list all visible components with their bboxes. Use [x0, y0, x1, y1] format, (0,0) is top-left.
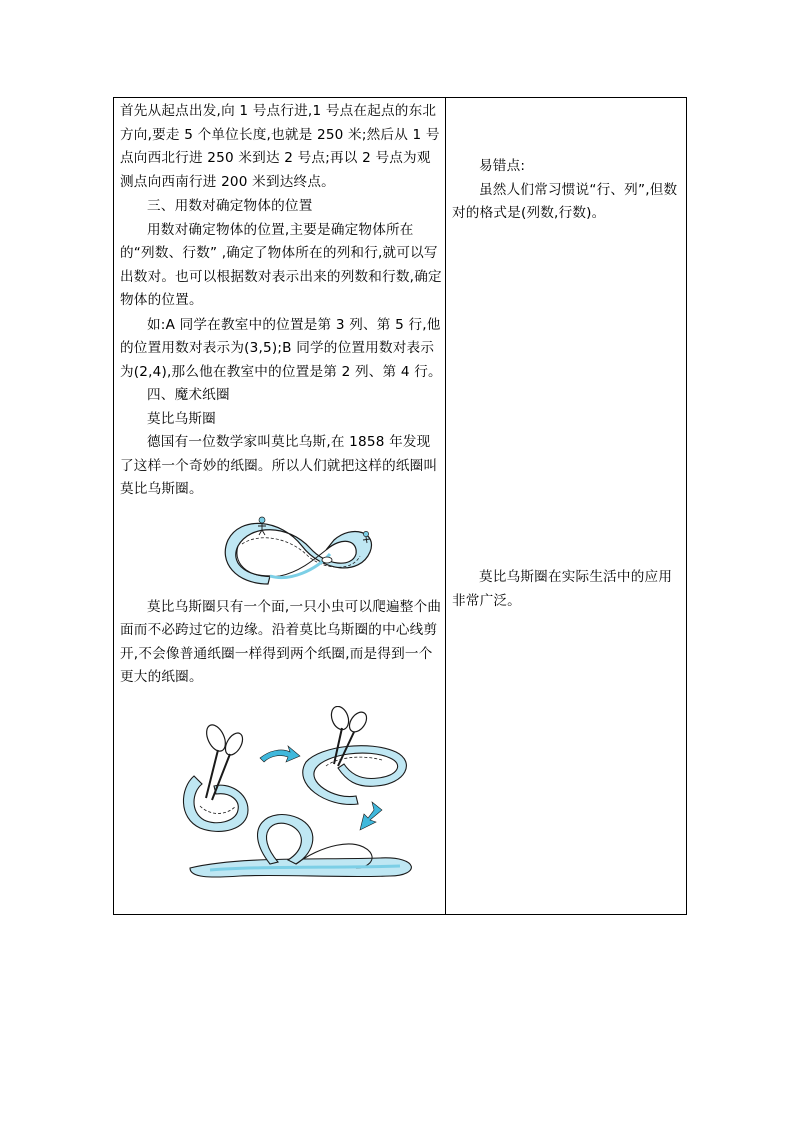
mobius-cutting-figure	[120, 706, 442, 886]
mobius-strip-illustration	[120, 510, 442, 592]
mobius-application-note: 莫比乌斯圈在实际生活中的应用非常广泛。	[452, 569, 673, 609]
error-point-note: 虽然人们常习惯说“行、列”,但数对的格式是(列数,行数)。	[452, 181, 678, 221]
paragraph-number-pair: 用数对确定物体的位置,主要是确定物体所在的“列数、行数” ,确定了物体所在的列和行,就可以写出数对。也可以根据数对表示出来的列数和行数,确定物体的位置。	[120, 221, 442, 308]
content-table	[113, 97, 687, 915]
paragraph-example: 如:A 同学在教室中的位置是第 3 列、第 5 行,他的位置用数对表示为(3,5);B 同学的位置用数对表示为(2,4),那么他在教室中的位置是第 2 列、第 4 行。	[120, 316, 442, 380]
error-point-label: 易错点:	[479, 158, 526, 174]
paragraph-route: 首先从起点出发,向 1 号点行进,1 号点在起点的东北方向,要走 5 个单位长度,也就是 250 米;然后从 1 号点向西北行进 250 米到达 2 号点;再以 2 号点为观测点向西南行进 200 米到达终点。	[120, 103, 440, 190]
column-divider	[445, 98, 446, 914]
application-note-block	[452, 566, 684, 613]
mobius-cutting-illustration	[120, 706, 442, 886]
mobius-strip-figure	[120, 510, 442, 592]
section-heading-4: 四、魔术纸圈	[147, 387, 230, 403]
subheading-mobius: 莫比乌斯圈	[147, 410, 216, 427]
paragraph-mobius-property: 莫比乌斯圈只有一个面,一只小虫可以爬遍整个曲面而不必跨过它的边缘。沿着莫比乌斯圈的中心线剪开,不会像普通纸圈一样得到两个纸圈,而是得到一个更大的纸圈。	[120, 598, 442, 685]
error-note-block	[452, 155, 684, 226]
section-heading-3: 三、用数对确定物体的位置	[147, 198, 313, 214]
notes-column	[452, 98, 684, 914]
main-column	[120, 100, 442, 886]
paragraph-mobius-history: 德国有一位数学家叫莫比乌斯,在 1858 年发现了这样一个奇妙的纸圈。所以人们就把这样的纸圈叫莫比乌斯圈。	[120, 434, 438, 497]
